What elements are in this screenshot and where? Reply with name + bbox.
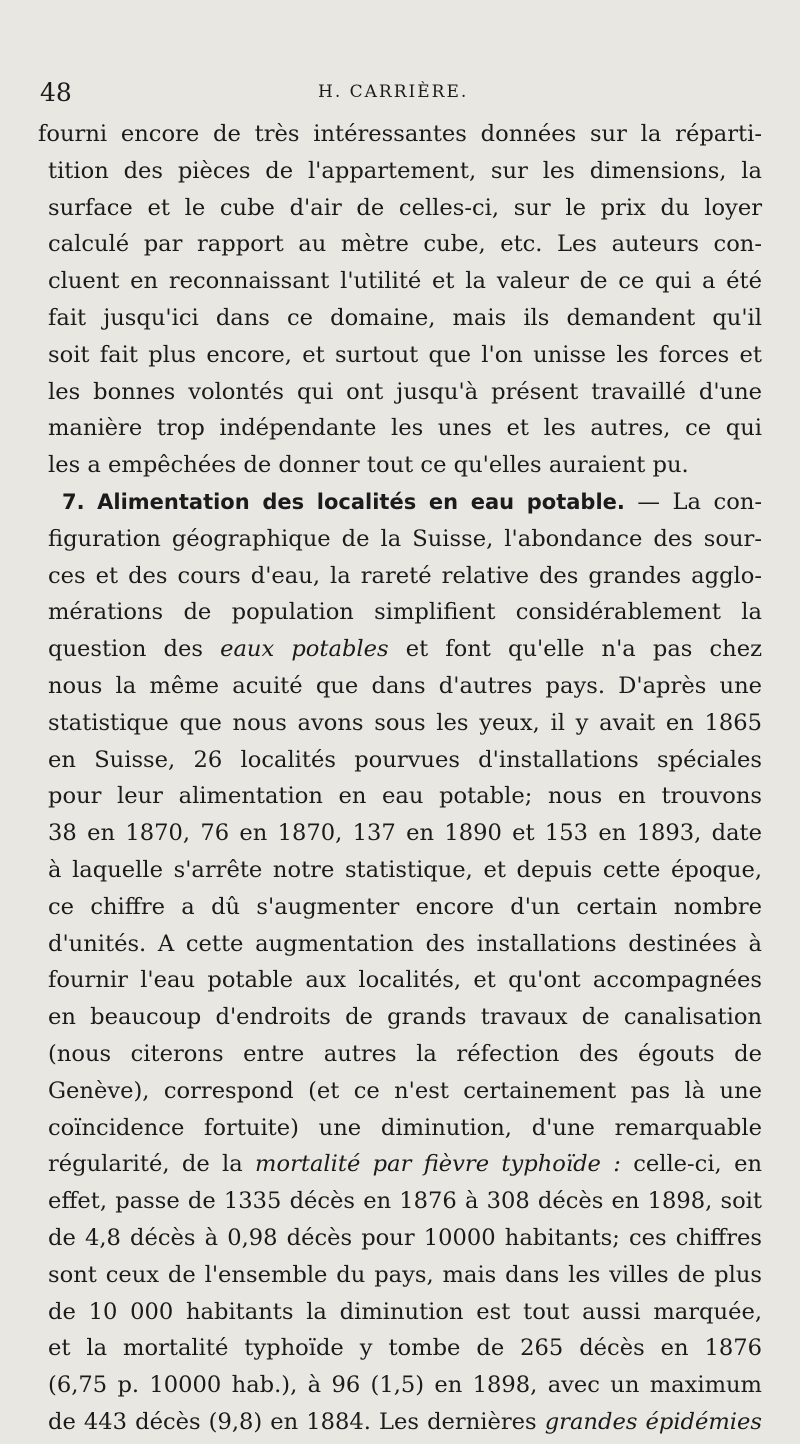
text-line: figuration géographique de la Suisse, l'abondance des sour- [48, 525, 762, 552]
text-line: Genève), correspond (et ce n'est certainement pas là une [48, 1077, 762, 1104]
text-fragment: de 443 décès (9,8) en 1884. Les dernières [48, 1408, 545, 1435]
text-line: coïncidence fortuite) une diminution, d'une remarquable [48, 1114, 762, 1141]
text-line: soit fait plus encore, et surtout que l'on unisse les forces et [48, 341, 762, 368]
text-line: en beaucoup d'endroits de grands travaux de canalisation [48, 1004, 762, 1031]
text-line: et la mortalité typhoïde y tombe de 265 décès en 1876 [48, 1335, 762, 1362]
page-header [0, 74, 800, 114]
text-line: mérations de population simplifient considérablement la [48, 599, 762, 626]
text-fragment: et font qu'elle n'a pas chez [388, 636, 762, 663]
text-line [48, 1404, 762, 1441]
section-water-supply [48, 484, 762, 1441]
text-fragment: — La con- [624, 488, 763, 515]
text-line: (nous citerons entre autres la réfection des égouts de [48, 1040, 762, 1067]
text-line: manière trop indépendante les unes et les autres, ce qui [48, 415, 762, 442]
text-line: de 10 000 habitants la diminution est tout aussi marquée, [48, 1298, 762, 1325]
body-text [38, 116, 763, 1441]
text-fragment: régularité, de la [48, 1151, 256, 1178]
text-line: cluent en reconnaissant l'utilité et la valeur de ce qui a été [48, 268, 762, 295]
text-line [48, 631, 762, 668]
text-line: les bonnes volontés qui ont jusqu'à présent travaillé d'une [48, 378, 762, 405]
section-title: Alimentation des localités en eau potable. [97, 489, 625, 514]
text-line: sont ceux de l'ensemble du pays, mais dans les villes de plus [48, 1261, 762, 1288]
text-line: statistique que nous avons sous les yeux, il y avait en 1865 [48, 709, 762, 736]
text-fragment: question des [48, 636, 221, 663]
text-line: effet, passe de 1335 décès en 1876 à 308 décès en 1898, soit [48, 1188, 762, 1215]
text-line: nous la même acuité que dans d'autres pays. D'après une [48, 672, 762, 699]
text-line: calculé par rapport au mètre cube, etc. Les auteurs con- [48, 231, 762, 258]
text-fragment: celle-ci, en [620, 1151, 762, 1178]
text-line: 38 en 1870, 76 en 1870, 137 en 1890 et 153 en 1893, date [48, 820, 762, 847]
text-line [48, 1146, 762, 1183]
text-line: ces et des cours d'eau, la rareté relative des grandes agglo- [48, 562, 762, 589]
section-heading-line [48, 484, 762, 521]
section-number: 7. [62, 489, 85, 514]
text-line: fourni encore de très intéressantes données sur la réparti- [38, 121, 762, 147]
text-line: (6,75 p. 10000 hab.), à 96 (1,5) en 1898, avec un maximum [48, 1372, 762, 1399]
italic-term: mortalité par fièvre typhoïde : [255, 1151, 621, 1178]
text-line: fait jusqu'ici dans ce domaine, mais ils demandent qu'il [48, 304, 762, 331]
page-number: 48 [40, 78, 72, 107]
text-line: fournir l'eau potable aux localités, et qu'ont accompagnées [48, 967, 762, 994]
text-line: les a empêchées de donner tout ce qu'elles auraient pu. [48, 452, 689, 479]
text-line: tition des pièces de l'appartement, sur les dimensions, la [48, 157, 762, 184]
text-line: d'unités. A cette augmentation des installations destinées à [48, 930, 762, 957]
text-line: ce chiffre a dû s'augmenter encore d'un certain nombre [48, 893, 762, 920]
running-head: H. CARRIÈRE. [318, 82, 469, 102]
text-line: pour leur alimentation en eau potable; nous en trouvons [48, 783, 762, 810]
text-line: à laquelle s'arrête notre statistique, et depuis cette époque, [48, 856, 762, 883]
text-line: surface et le cube d'air de celles-ci, sur le prix du loyer [48, 194, 762, 221]
italic-term: eaux potables [220, 636, 389, 663]
text-line: en Suisse, 26 localités pourvues d'installations spéciales [48, 746, 762, 773]
italic-term: grandes épidémies [544, 1408, 763, 1435]
text-line: de 4,8 décès à 0,98 décès pour 10000 habitants; ces chiffres [48, 1224, 762, 1251]
paragraph-housing [38, 116, 762, 484]
